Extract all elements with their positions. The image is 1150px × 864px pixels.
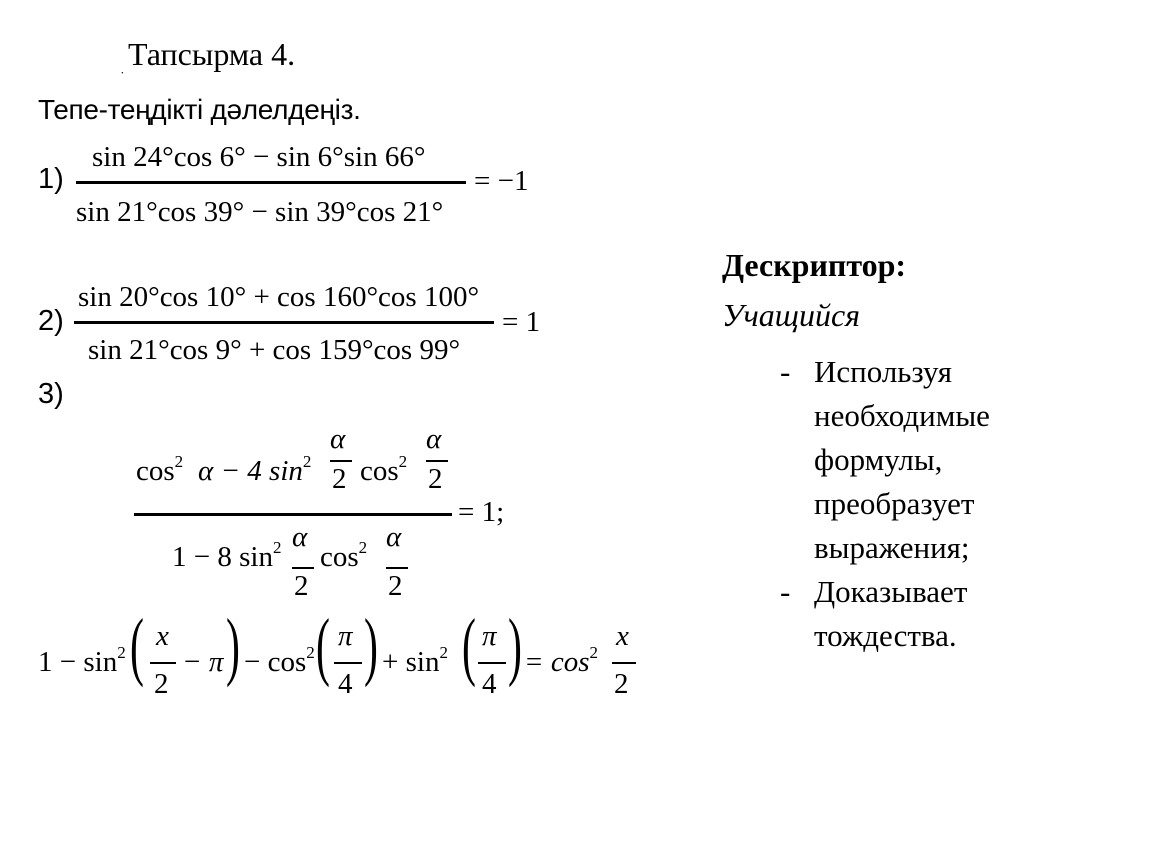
task-4-minus-pi: − π xyxy=(182,646,224,678)
task-3-num-frac1-two: 2 xyxy=(332,463,347,495)
task-3-denominator-1-minus-8sin: 1 − 8 $\sin^2$ xyxy=(172,538,282,573)
task-2-fraction-bar xyxy=(74,321,494,324)
task-4-frac-pi-1-bar xyxy=(334,662,362,664)
task-3-den-cos2: $\cos^2$ xyxy=(320,538,368,573)
task-4-plus-sin: + $\sin^2$ xyxy=(382,643,448,678)
task-4-right-paren-3: ) xyxy=(508,604,522,688)
task-2-denominator: sin 21°cos 9° + cos 159°cos 99° xyxy=(88,334,461,366)
task-4-frac-pi-2: π xyxy=(482,620,497,652)
task-3-den-frac1-two: 2 xyxy=(294,570,309,602)
task-4-one-minus-sin: $1 - \sin^2$ xyxy=(38,643,126,678)
list-dash: - xyxy=(780,354,791,389)
task-4-minus-cos: − $\cos^2$ xyxy=(244,643,315,678)
task-3-den-frac2-bar xyxy=(386,567,408,569)
descriptor-item xyxy=(780,570,1034,658)
task-4-frac-pi-2-bar xyxy=(478,662,506,664)
task-4-rhs-x: x xyxy=(616,620,629,652)
task-3-den-frac1-alpha: α xyxy=(292,521,308,553)
decorative-mark: ˙ xyxy=(120,70,125,85)
task-1-fraction-bar xyxy=(76,181,466,184)
task-4-frac-x: x xyxy=(156,620,169,652)
task-1-label: 1) xyxy=(38,163,64,195)
task-3-num-frac1-alpha: α xyxy=(330,423,346,455)
task-3-label: 3) xyxy=(38,378,64,410)
task-4-eq-cos: = $\cos^2$ xyxy=(524,643,598,678)
task-1-result: = −1 xyxy=(474,165,529,197)
task-2-numerator: sin 20°cos 10° + cos 160°cos 100° xyxy=(78,281,480,313)
task-4-frac-x-two: 2 xyxy=(154,668,169,700)
task-3-num-frac2-two: 2 xyxy=(428,463,443,495)
task-4-frac-pi-1: π xyxy=(338,620,353,652)
task-4-right-paren-1: ) xyxy=(226,604,240,688)
task-3-result: = 1; xyxy=(458,496,505,528)
descriptor-item-text: Доказывает тождества. xyxy=(814,574,968,653)
task-1-numerator: sin 24°cos 6° − sin 6°sin 66° xyxy=(92,141,426,173)
descriptor-item-text: Используя необходимые формулы, преобразует выражения; xyxy=(814,354,990,565)
task-4-rhs-bar xyxy=(612,662,636,664)
task-3-den-frac2-two: 2 xyxy=(388,570,403,602)
descriptor-subject: Учащийся xyxy=(722,297,861,333)
task-3-den-frac1-bar xyxy=(292,567,314,569)
task-4-left-paren-1: ( xyxy=(130,604,144,688)
task-4-frac-pi-2-four: 4 xyxy=(482,668,497,700)
task-3-numerator-alpha-minus-4sin: α − 4 $\sin^2$ xyxy=(198,452,312,487)
task-4-left-paren-2: ( xyxy=(316,604,330,688)
task-2-result: = 1 xyxy=(502,306,541,338)
task-3-num-frac1-bar xyxy=(330,460,352,462)
task-3-den-frac2-alpha: α xyxy=(386,521,402,553)
task-3-num-cos2: $\cos^2$ xyxy=(360,452,408,487)
task-4-frac-x-bar xyxy=(150,662,176,664)
descriptor-heading: Дескриптор: xyxy=(722,247,907,283)
page-title: Тапсырма 4. xyxy=(128,36,296,72)
task-4-frac-pi-1-four: 4 xyxy=(338,668,353,700)
task-3-num-frac2-bar xyxy=(426,460,448,462)
task-4-rhs-two: 2 xyxy=(614,668,629,700)
task-2-label: 2) xyxy=(38,305,64,337)
task-4-right-paren-2: ) xyxy=(364,604,378,688)
task-3-numerator-cos: $\cos^2$ xyxy=(136,452,184,487)
task-1-denominator: sin 21°cos 39° − sin 39°cos 21° xyxy=(76,196,444,228)
task-3-num-frac2-alpha: α xyxy=(426,423,442,455)
descriptor-item xyxy=(780,350,1034,570)
list-dash: - xyxy=(780,574,791,609)
descriptor-list xyxy=(780,350,1034,658)
task-instruction: Тепе-теңдікті дәлелдеңіз. xyxy=(38,94,361,125)
task-3-fraction-bar xyxy=(134,513,452,516)
task-4-left-paren-3: ( xyxy=(462,604,476,688)
